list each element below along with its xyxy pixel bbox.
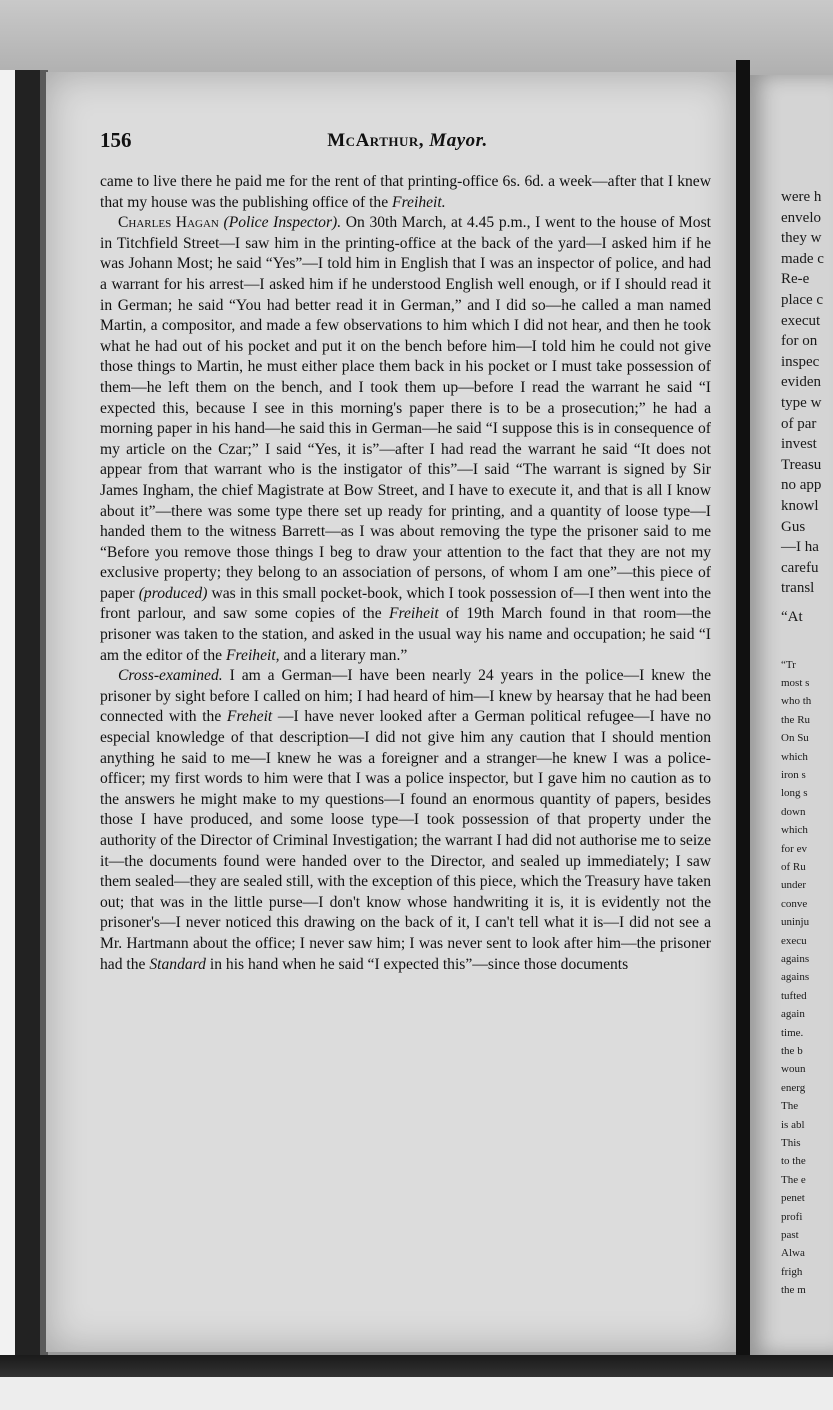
text-run: —I have never looked after a German political refugee—I have no especial knowledge of that description—I did not give him any caution that I should mention anything he said to me—I knew he was a foreigner and a stranger—he knew I was a police-officer; my first words to him were that I was a police inspector, but I gave him no caution as to the answers he might make to my questions—I found an enormous quantity of papers, besides those I have produced, and some loose type—I took possession of that property under the authority of the Director of Criminal Investigation; the warrant I had did not authorise me to seize it—the documents found were handed over to the Director, and sealed up immediately; I saw them sealed—they are sealed still, with the exception of this piece, which the Treasury have taken out; that was in the little purse—I don't know whose handwriting it is, it is evidently not the prisoner's—I never noticed this drawing on the back of it, I can't tell what it is—I did not see a Mr. Hartmann about the office; I never saw him; I was never sent to look after him—the prisoner had the xyxy=(100,708,712,973)
text-run: was in this small pocket-book, which I took possession of—I then went into the front parlour, and saw some copies of the xyxy=(100,584,712,623)
facing-page-line: Gus xyxy=(781,518,806,535)
facing-page-line: most s xyxy=(781,677,810,689)
facing-page-line: past xyxy=(781,1229,799,1241)
facing-page-line: they w xyxy=(781,230,822,247)
facing-page-line: penet xyxy=(781,1192,805,1205)
text-run: of 19th March found in that room—the prisoner was taken to the station, and asked in the usual way his name and occupation; he said “I am the editor of the xyxy=(100,605,711,664)
facing-page-fragment xyxy=(750,75,833,1355)
facing-page-line: inspec xyxy=(781,353,820,370)
paragraph-3 xyxy=(100,666,711,975)
paragraph-1 xyxy=(100,172,711,213)
produced-note: (produced) xyxy=(138,584,208,602)
newspaper-title: Freiheit, xyxy=(226,646,280,664)
text-run: came to live there he paid me for the rent of that printing-office 6s. 6d. a week—after that I knew that my house was the publishing office of the xyxy=(100,173,711,211)
facing-page-line: again xyxy=(781,1008,805,1021)
text-run: in his hand when he said “I expected this”—since those documents xyxy=(205,955,629,973)
facing-page-line: time. xyxy=(781,1026,804,1039)
facing-page-line: woun xyxy=(781,1063,806,1076)
facing-page-line: The xyxy=(781,1100,799,1113)
body-text xyxy=(100,172,711,975)
facing-page-line: conve xyxy=(781,897,808,910)
facing-page-line: —I ha xyxy=(781,539,819,556)
facing-page-line: which xyxy=(781,750,808,763)
facing-page-line: to the xyxy=(781,1155,806,1168)
facing-page-line: the Ru xyxy=(781,713,811,726)
running-head xyxy=(100,130,715,152)
facing-page-line: agains xyxy=(781,953,810,965)
newspaper-title: Standard xyxy=(149,955,206,973)
facing-page-line: of Ru xyxy=(781,861,806,873)
facing-page-line: no app xyxy=(781,477,822,494)
facing-page-line: invest xyxy=(781,436,817,453)
cross-examined-label: Cross-examined. xyxy=(118,667,223,685)
facing-page-line: “Tr xyxy=(781,658,796,671)
facing-page-line: On Su xyxy=(781,732,809,745)
book-edge-left xyxy=(0,70,48,1360)
facing-page-line: for ev xyxy=(781,842,807,855)
facing-page-line: Re-e xyxy=(781,271,810,288)
facing-page-line: were h xyxy=(781,189,822,205)
newspaper-title: Freheit xyxy=(226,708,273,726)
facing-page-line: energ xyxy=(781,1081,806,1094)
newspaper-title: Freiheit. xyxy=(392,193,446,211)
facing-page-line: knowl xyxy=(781,498,819,514)
text-run: I am a German—I have been nearly 24 years in the police—I knew the prisoner by sight before I called on him; I had heard of him—I knew by hearsay that he had been connected with the xyxy=(100,667,711,726)
facing-page-line: execu xyxy=(781,934,807,947)
facing-page-line: type w xyxy=(781,395,822,411)
facing-page-line: under xyxy=(781,879,807,892)
facing-page-line: transl xyxy=(781,580,815,597)
facing-page-line: This xyxy=(781,1137,801,1149)
facing-page-line: of par xyxy=(781,415,817,432)
facing-page-line: the m xyxy=(781,1284,806,1297)
facing-page-line: envelo xyxy=(781,209,821,226)
facing-page-line: agains xyxy=(781,971,810,984)
facing-page-line: made c xyxy=(781,250,824,267)
facing-page-line: down xyxy=(781,805,806,818)
running-head-name: McArthur, xyxy=(327,130,425,151)
facing-page-line: uninju xyxy=(781,916,810,929)
facing-page-line: Treasu xyxy=(781,456,822,473)
facing-page-line: for on xyxy=(781,333,818,350)
text-run: and a literary man.” xyxy=(279,646,408,664)
witness-role: (Police Inspector). xyxy=(223,214,342,232)
page-number: 156 xyxy=(100,128,132,152)
facing-page-line: which xyxy=(781,824,808,837)
facing-page-line: frigh xyxy=(781,1265,803,1278)
scan-background-bottom xyxy=(0,1355,833,1410)
facing-page-line: long s xyxy=(781,787,808,800)
facing-page-line: eviden xyxy=(781,374,821,391)
newspaper-title: Freiheit xyxy=(389,605,439,623)
facing-page-line: is abl xyxy=(781,1118,805,1131)
facing-page-line: carefu xyxy=(781,559,819,576)
page-header xyxy=(100,128,715,158)
facing-page-line: who th xyxy=(781,695,812,708)
facing-page-line: The e xyxy=(781,1173,806,1186)
facing-page-line: the b xyxy=(781,1045,803,1057)
paragraph-2 xyxy=(100,213,711,666)
book-gutter xyxy=(736,60,750,1360)
facing-page-line: execut xyxy=(781,312,821,329)
running-head-title: Mayor. xyxy=(429,130,488,151)
witness-name: Charles Hagan xyxy=(118,214,219,232)
facing-page-line: tufted xyxy=(781,989,807,1002)
facing-page-line: place c xyxy=(781,292,824,308)
facing-page-line: profi xyxy=(781,1210,803,1223)
text-run: On 30th March, at 4.45 p.m., I went to the house of Most in Titchfield Street—I saw him in the printing-office at the back of the yard—I asked him if he was Johann Most; he said “Yes”—I told him in English that I was an inspector of police, and had a warrant for his arrest—I asked him if he understood English well enough, or if I should read it in German; he said “You had better read it in German,” and I did so—he called a man named Martin, a compositor, and made a few observations to him which I did not hear, and then he took what he had out of his pocket and put it on the bench before him—I told him he could not give those things to Martin, he must either place them back in his pocket or I must take possession of them—he left them on the bench, and I took them up—before I read the warrant he said “I expected this, because I see in this morning's paper there is to be a prosecution;” he had a morning paper in his hand—he said this in German—he said “I suppose this is in consequence of my article on the Czar;” I said “Yes, it is”—after I had read the warrant he said “It does not appear from that warrant who is the instigator of this”—I said “The warrant is signed by Sir James Ingham, the chief Magistrate at Bow Street, and I have to execute it, and that is all I know about it”—there was some type there set up ready for printing, and a quantity of loose type—I handed them to the witness Barrett—as I was about removing the type the prisoner said to me “Before you remove those things I beg to draw your attention to the fact that they are not my exclusive property; they belong to an association of persons, of whom I am one”—this piece of paper xyxy=(100,214,711,602)
facing-page-line: Alwa xyxy=(781,1247,805,1260)
facing-page-line: iron s xyxy=(781,769,806,781)
facing-page-line: “At xyxy=(781,609,803,625)
scan-background-top xyxy=(0,0,833,75)
